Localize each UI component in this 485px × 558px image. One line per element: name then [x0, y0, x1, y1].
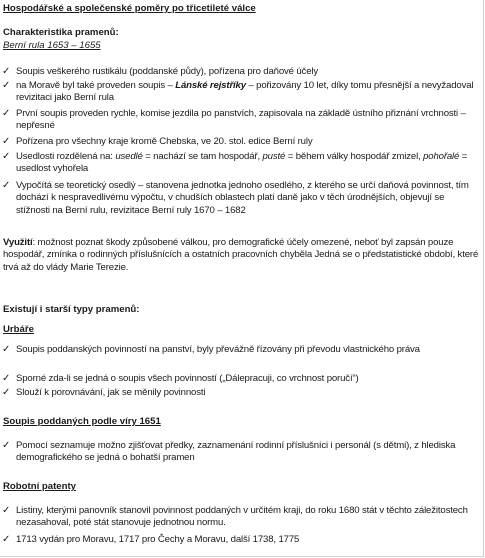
- list-item-text: První soupis proveden rychle, komise jezdila po panstvích, zapisovala na základě ústního přiznání vrchnosti – nepřesné: [16, 108, 466, 132]
- list-item-text: Vypočítá se teoretický osedlý – stanovena jednotka jednoho osedlého, z kterého se určí daňová povinnost, tím dochází k nespravedlivému výpočtu, v chudších oblastech platí daně jako v těch úrodnějších, objevují se stížnosti na Berní rulu, revizitace Berní ruly 1670 – 1682: [16, 180, 469, 216]
- subheading-soupis-poddanych: Soupis poddaných podle víry 1651: [3, 416, 161, 427]
- usage-text: : možnost poznat škody způsobené válkou, pro demografické účely omezené, neboť byl zapsán pouze hospodář, zmínka o rodinných příslušnících a ostatních pracovních chyběla Jedná se o předstatistické období, které trvá až do vlády Marie Terezie.: [3, 237, 479, 273]
- checkmark-icon: ✓: [2, 151, 11, 162]
- list-item: [0, 505, 479, 530]
- text-span: = usedlost vyhořela: [16, 151, 468, 175]
- checkmark-icon: ✓: [2, 344, 11, 355]
- checkmark-icon: ✓: [2, 373, 11, 384]
- checkmark-icon: ✓: [2, 108, 11, 119]
- list-item-text: Sporné zda-li se jedná o soupis všech povinností („Dálepracuji, co vrchnost poručí“): [16, 373, 359, 384]
- list-item: [0, 108, 479, 133]
- list-item: [0, 387, 479, 399]
- italic-term: usedlé: [115, 151, 143, 162]
- checkmark-icon: ✓: [2, 80, 11, 91]
- list-item-text: [16, 80, 479, 105]
- list-item: [0, 136, 479, 148]
- list-item: [0, 373, 479, 385]
- checkmark-icon: ✓: [2, 440, 11, 451]
- section-heading-older-sources: Existují i starší typy pramenů:: [3, 304, 140, 315]
- list-item-text: Listiny, kterými panovník stanovil povinnost poddaných v určitém kraji, do roku 1680 stát v těchto záležitostech nezasahoval, poté stát stanovuje jednotnou normu.: [16, 505, 468, 529]
- checkmark-icon: ✓: [2, 505, 11, 516]
- list-item: [0, 151, 479, 176]
- list-item-text: 1713 vydán pro Moravu, 1717 pro Čechy a Moravu, další 1738, 1775: [16, 534, 300, 545]
- list-item-text: Pomocí seznamuje možno zjišťovat předky, zaznamenání rodinní příslušníci i personál (s dětmi), z hlediska demografického se jedná o bohatší pramen: [16, 440, 456, 464]
- checkmark-icon: ✓: [2, 136, 11, 147]
- list-item-text: Slouží k porovnávání, jak se měnily povinnosti: [16, 387, 206, 398]
- usage-paragraph: [3, 237, 479, 274]
- subheading-urbare: Urbáře: [3, 324, 34, 335]
- usage-label: Využití: [3, 237, 33, 248]
- section-heading-characteristics: Charakteristika pramenů:: [3, 27, 119, 38]
- list-item-text: Soupis veškerého rustikálu (poddanské půdy), pořízena pro daňové účely: [16, 66, 319, 77]
- subheading-berni-rula: Berní rula 1653 – 1655: [3, 40, 101, 51]
- document-title: Hospodářské a společenské poměry po třicetileté válce: [3, 3, 256, 14]
- list-item-text: Pořízena pro všechny kraje kromě Chebska, ve 20. stol. edice Berní ruly: [16, 136, 313, 147]
- text-span: = nachází se tam hospodář,: [142, 151, 263, 162]
- italic-term: pusté: [262, 151, 286, 162]
- text-span: = během války hospodář zmizel,: [285, 151, 424, 162]
- checkmark-icon: ✓: [2, 66, 11, 77]
- checkmark-icon: ✓: [2, 387, 11, 398]
- list-item: [0, 534, 479, 546]
- text-span: Usedlosti rozdělená na:: [16, 151, 116, 162]
- list-item: [0, 66, 479, 78]
- emphasis-term: Lánské rejstříky: [175, 80, 246, 91]
- list-item: [0, 440, 479, 465]
- italic-term: pohořalé: [423, 151, 460, 162]
- list-item: [0, 344, 479, 356]
- list-item-text: Soupis poddanských povinností na panství, byly převážně řízovány při převodu vlastnického práva: [16, 344, 420, 355]
- text-span: na Moravě byl také proveden soupis –: [16, 80, 176, 91]
- list-item: [0, 180, 479, 217]
- checkmark-icon: ✓: [2, 180, 11, 191]
- checkmark-icon: ✓: [2, 534, 11, 545]
- list-item-text: [16, 151, 479, 176]
- subheading-robotni-patenty: Robotní patenty: [3, 481, 77, 492]
- text-span: – pořizovány 10 let, díky tomu přesnější a nevyžadoval revizitaci jako Berní rula: [16, 80, 474, 104]
- list-item: [0, 80, 479, 105]
